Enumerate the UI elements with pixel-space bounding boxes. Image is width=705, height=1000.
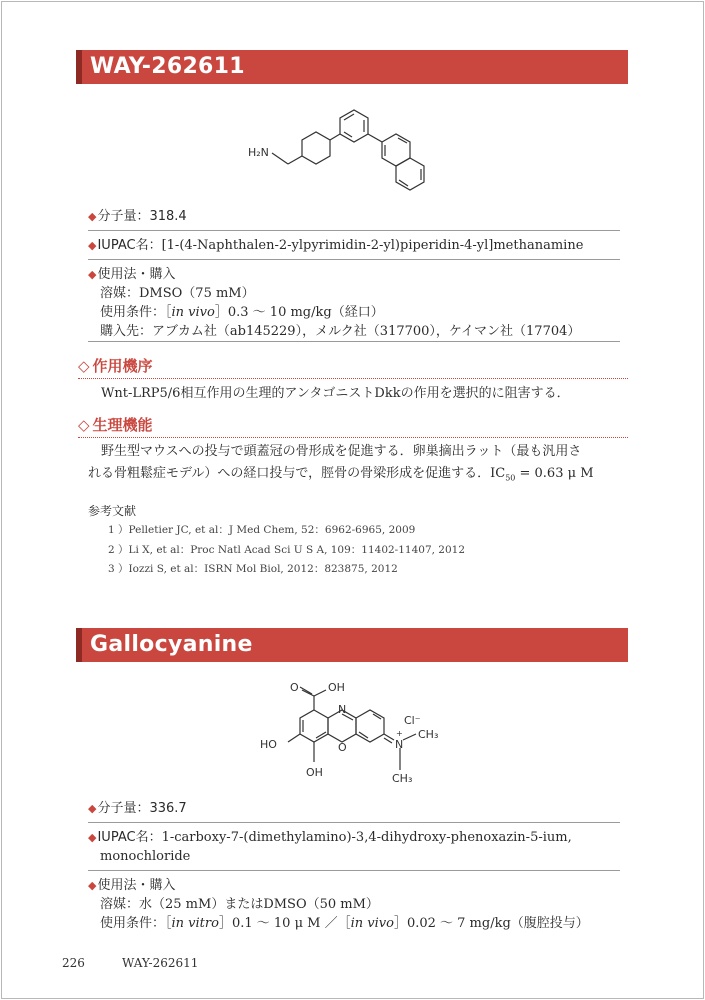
- bullet-diamond-icon: ◆: [88, 210, 97, 223]
- section-head-function: ◇ 生理機能: [78, 415, 628, 438]
- chemical-structure-gallocyanine: [250, 672, 460, 794]
- bullet-diamond-icon: ◆: [88, 831, 97, 844]
- structure-label-amine: H₂N: [248, 146, 269, 159]
- diamond-outline-icon: ◇: [78, 357, 90, 375]
- divider: [88, 822, 620, 823]
- usage-block: ◆使用法・購入 溶媒：水（25 mM）またはDMSO（50 mM） 使用条件：［in vitro］0.1 〜 10 μ M ／［in vivo］0.02 〜 7 mg/kg（腹腔投与）: [88, 876, 620, 933]
- molecular-weight: ◆分子量：318.4: [88, 209, 187, 224]
- solvent: 溶媒：水（25 mM）またはDMSO（50 mM）: [100, 897, 379, 912]
- divider: [88, 870, 620, 871]
- chemical-structure-way262611: [240, 90, 470, 195]
- function-text: 野生型マウスへの投与で頭蓋冠の骨形成を促進する．卵巣摘出ラット（最も汎用さ れる骨粗鬆症モデル）への経口投与で，脛骨の骨梁形成を促進する．$IC_{50} = 0.63$ μ M: [88, 444, 594, 483]
- mechanism-text: Wnt-LRP5/6相互作用の生理的アンタゴニストDkkの作用を選択的に阻害する．: [101, 386, 570, 401]
- compound-title: WAY-262611: [76, 50, 628, 84]
- molecular-weight: ◆分子量：336.7: [88, 801, 187, 816]
- structure-label: CH₃: [392, 772, 413, 785]
- bullet-diamond-icon: ◆: [88, 879, 97, 892]
- structure-label: OH: [328, 681, 345, 694]
- divider: [88, 341, 620, 342]
- divider: [88, 230, 620, 231]
- structure-label: O: [338, 741, 347, 754]
- reference-item: 1 ）Pelletier JC, et al：J Med Chem, 52：6962-6965, 2009: [108, 524, 416, 536]
- structure-label: CH₃: [418, 728, 439, 741]
- usage-conditions: 使用条件：［in vivo］0.3 〜 10 mg/kg（経口）: [100, 305, 384, 320]
- bullet-diamond-icon: ◆: [88, 268, 97, 281]
- usage-conditions: 使用条件：［in vitro］0.1 〜 10 μ M ／［in vivo］0.02 〜 7 mg/kg（腹腔投与）: [100, 916, 589, 931]
- structure-label: O: [290, 681, 299, 694]
- structure-label: +: [396, 729, 403, 738]
- structure-label: OH: [306, 766, 323, 779]
- vendors: 購入先：アブカム社（ab145229），メルク社（317700），ケイマン社（17704）: [100, 324, 581, 339]
- running-title: WAY-262611: [122, 956, 199, 970]
- diamond-outline-icon: ◇: [78, 416, 90, 434]
- compound-title: Gallocyanine: [76, 628, 628, 662]
- divider: [88, 259, 620, 260]
- bullet-diamond-icon: ◆: [88, 239, 97, 252]
- page-number: 226: [62, 956, 85, 970]
- reference-item: 2 ）Li X, et al：Proc Natl Acad Sci U S A, 109：11402-11407, 2012: [108, 544, 466, 556]
- reference-item: 3 ）Iozzi S, et al：ISRN Mol Biol, 2012：823875, 2012: [108, 563, 398, 575]
- structure-label: HO: [260, 738, 277, 751]
- usage-block: ◆使用法・購入 溶媒：DMSO（75 mM） 使用条件：［in vivo］0.3 〜 10 mg/kg（経口） 購入先：アブカム社（ab145229），メルク社（317700），ケイマン社（17704）: [88, 265, 620, 341]
- structure-label: N: [338, 703, 347, 716]
- section-head-mechanism: ◇ 作用機序: [78, 356, 628, 379]
- references-title: 参考文献: [88, 504, 137, 518]
- iupac-name: ◆IUPAC名：[1-(4-Naphthalen-2-ylpyrimidin-2-yl)piperidin-4-yl]methanamine: [88, 238, 584, 253]
- structure-label: Cl⁻: [404, 714, 421, 727]
- iupac-name: ◆IUPAC名：1-carboxy-7-(dimethylamino)-3,4-dihydroxy-phenoxazin-5-ium, monochloride: [88, 830, 572, 864]
- bullet-diamond-icon: ◆: [88, 802, 97, 815]
- solvent: 溶媒：DMSO（75 mM）: [100, 286, 255, 301]
- structure-label: N: [395, 738, 404, 751]
